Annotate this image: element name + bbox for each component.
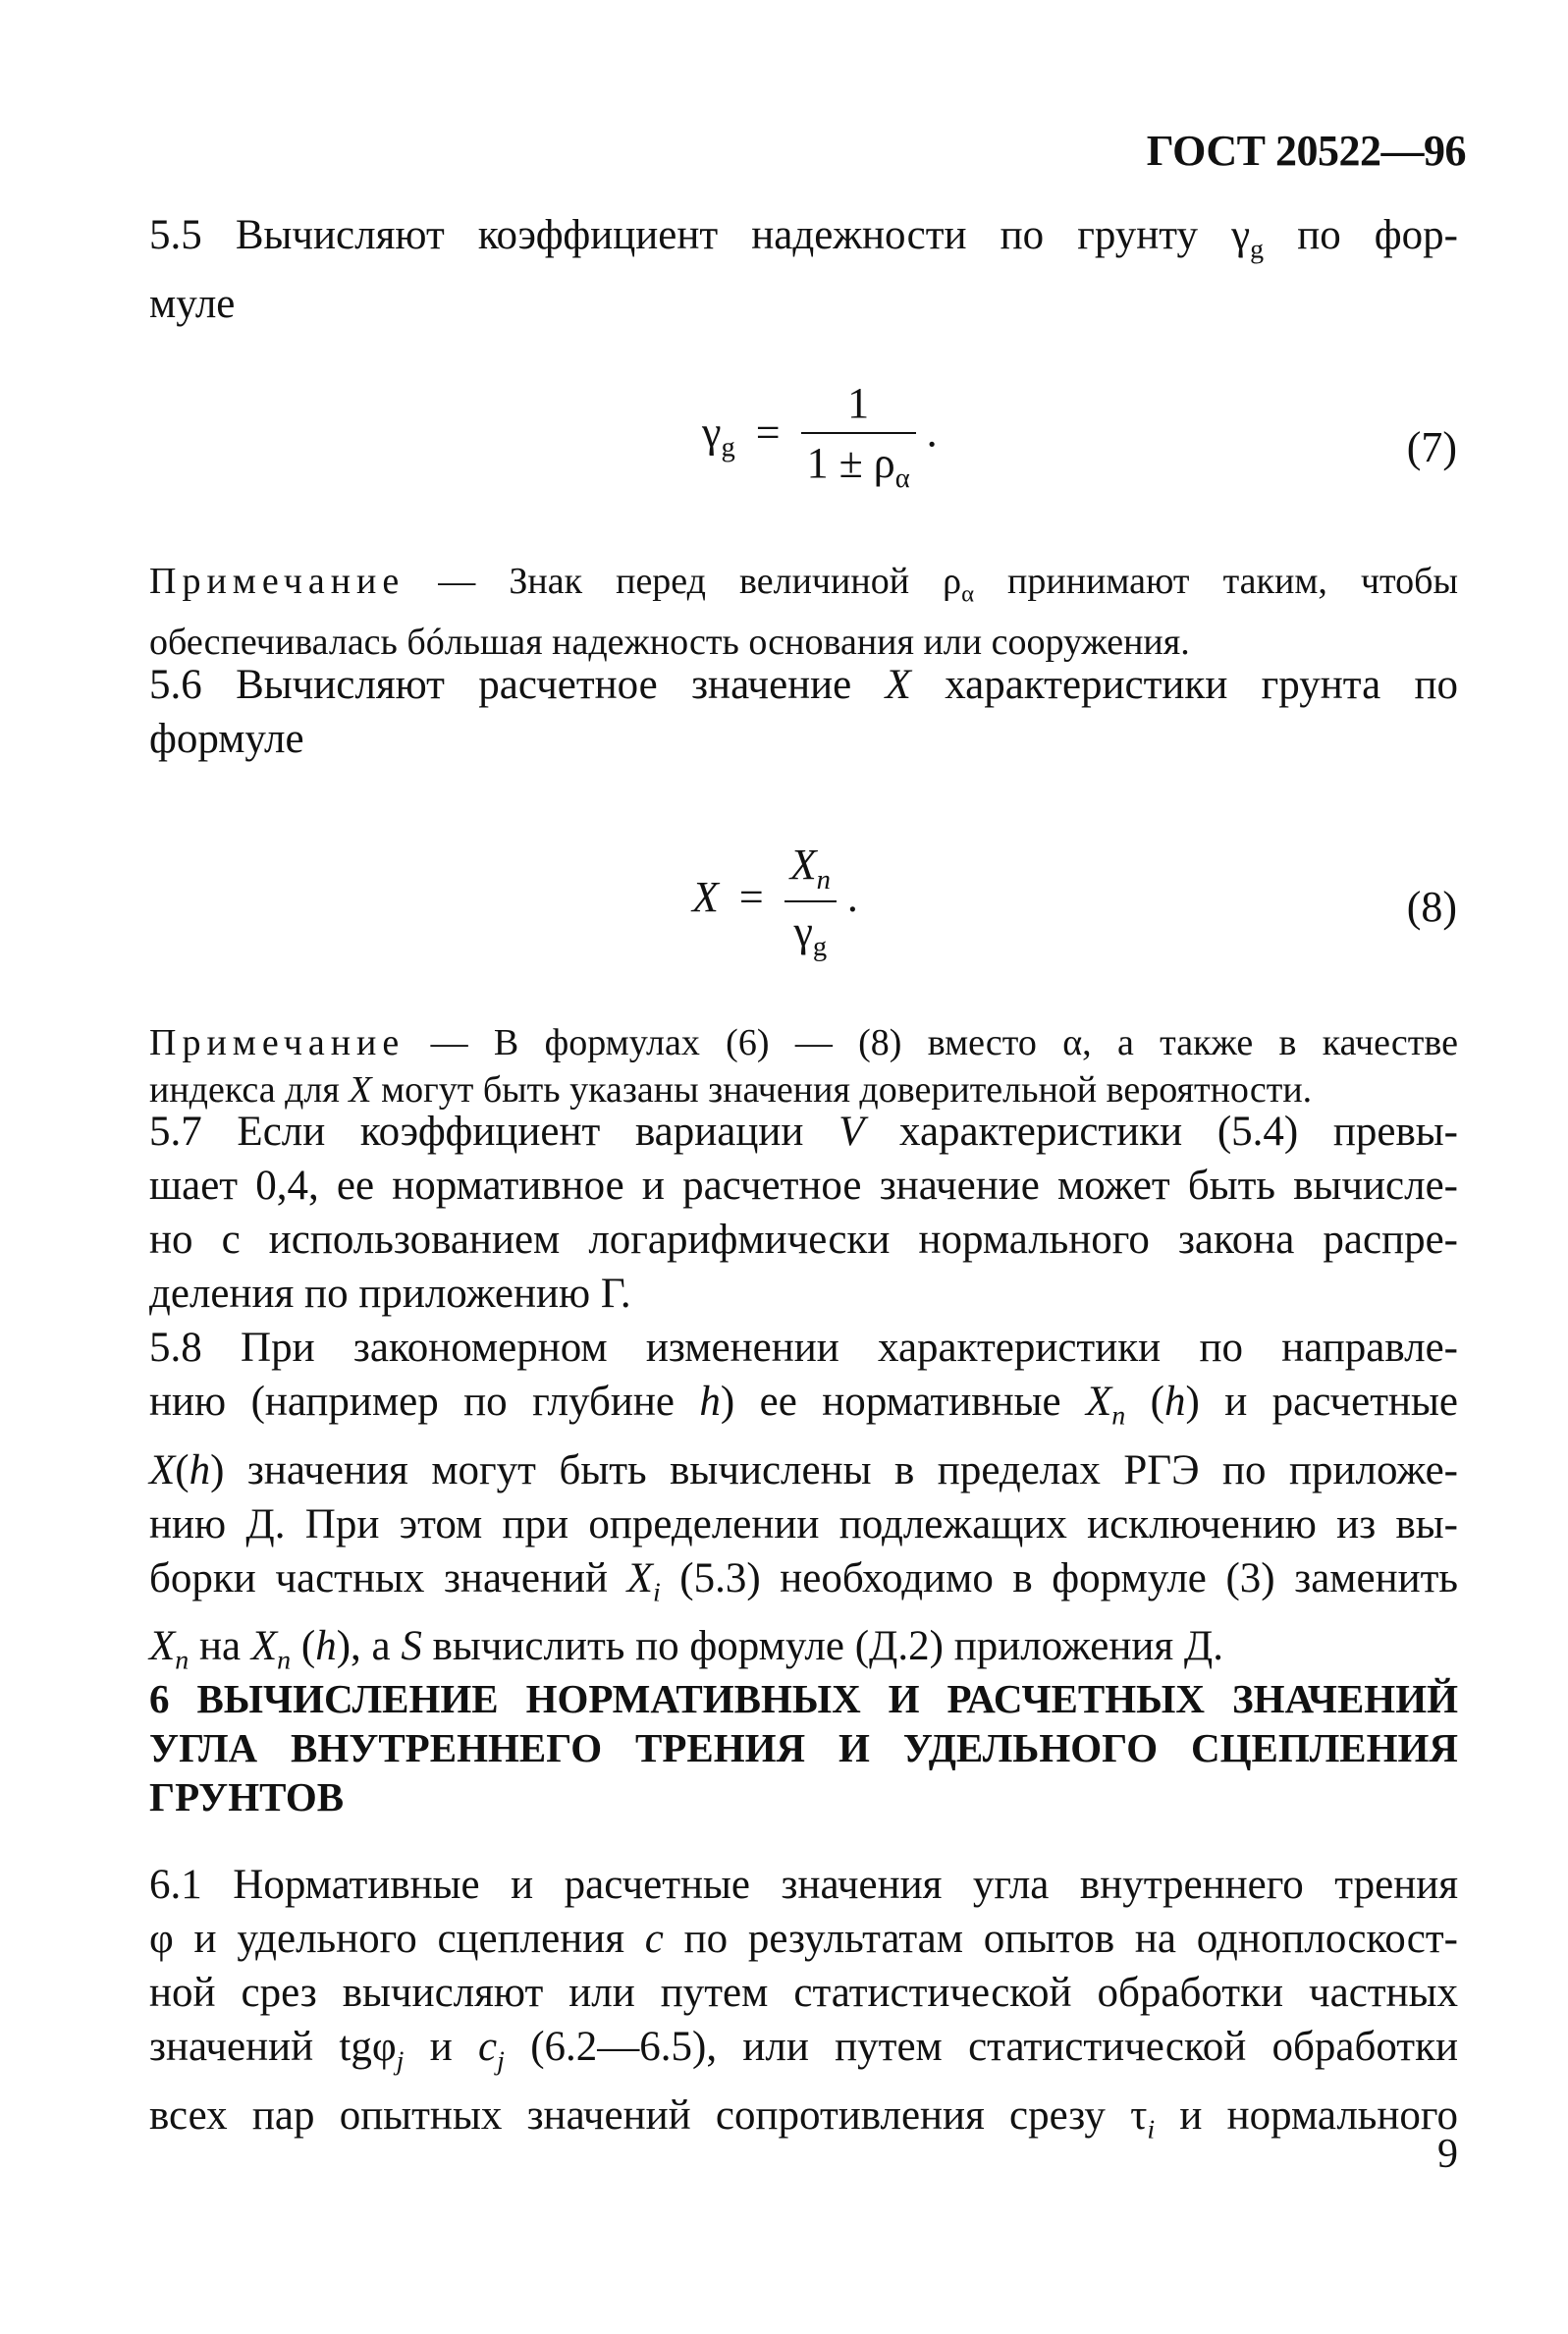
- section-6-heading: 6 ВЫЧИСЛЕНИЕ НОРМАТИВНЫХ И РАСЧЕТНЫХ ЗНАЧЕНИЙ УГЛА ВНУТРЕННЕГО ТРЕНИЯ И УДЕЛЬНОГО СЦЕПЛЕНИЯ ГРУНТОВ: [149, 1676, 1458, 1819]
- paragraph-5-5: 5.5 Вычисляют коэффициент надежности по грунту $\gamma_g$ по фор- муле: [149, 212, 1458, 327]
- paragraph-5-7: 5.7 Если коэффициент вариации V характеристики (5.4) превы- шает 0,4, ее нормативное и расчетное значение может быть вычисле- но с использованием логарифмически нормального закона распре- деления по приложению Г.: [149, 1109, 1459, 1317]
- note-2: Примечание — В формулах (6) — (8) вместо α, а также в качестве индекса для X могут быть указаны значения доверительной вероятности.: [149, 1022, 1458, 1111]
- page-number: 9: [1437, 2132, 1458, 2177]
- formula-8: X = $\frac{X_n}{\gamma_g}$ .: [692, 841, 858, 962]
- equation-number-7: (7): [1406, 423, 1457, 471]
- equation-number-8: (8): [1406, 883, 1457, 931]
- formula-7: $\gamma_g$ = $\frac{1}{1 \pm \rho_\alpha}$ .: [702, 379, 938, 494]
- document-header: ГОСТ 20522—96: [1146, 127, 1466, 175]
- paragraph-5-8: 5.8 При закономерном изменении характеристики по направле- нию (например по глубине h) ее нормативные $X_n$ (h) и расчетные X(h) значения могут быть вычислены в пределах РГЭ по приложе- нию Д. При этом при определении подлежащих исключению из вы- борки частных значений $X_i$ (5.3) необходимо в формуле (3) заменить $X_n$ на $X_n$ (h), а S вычислить по формуле (Д.2) приложения Д.: [149, 1325, 1458, 1676]
- paragraph-6-1: 6.1 Нормативные и расчетные значения угла внутреннего трения φ и удельного сцепления c по результатам опытов на одноплоскост- ной срез вычисляют или путем статистической обработки частных значений tgφ$_j$ и $c_j$ (6.2—6.5), или путем статистической обработки всех пар опытных значений сопротивления срезу $\tau_i$ и нормального: [149, 1862, 1458, 2145]
- paragraph-5-6: 5.6 Вычисляют расчетное значение X характеристики грунта по формуле: [149, 662, 1459, 762]
- note-1: Примечание — Знак перед величиной $\rho_\alpha$ принимают таким, чтобы обеспечивалась бóльшая надежность основания или сооружения.: [149, 561, 1458, 663]
